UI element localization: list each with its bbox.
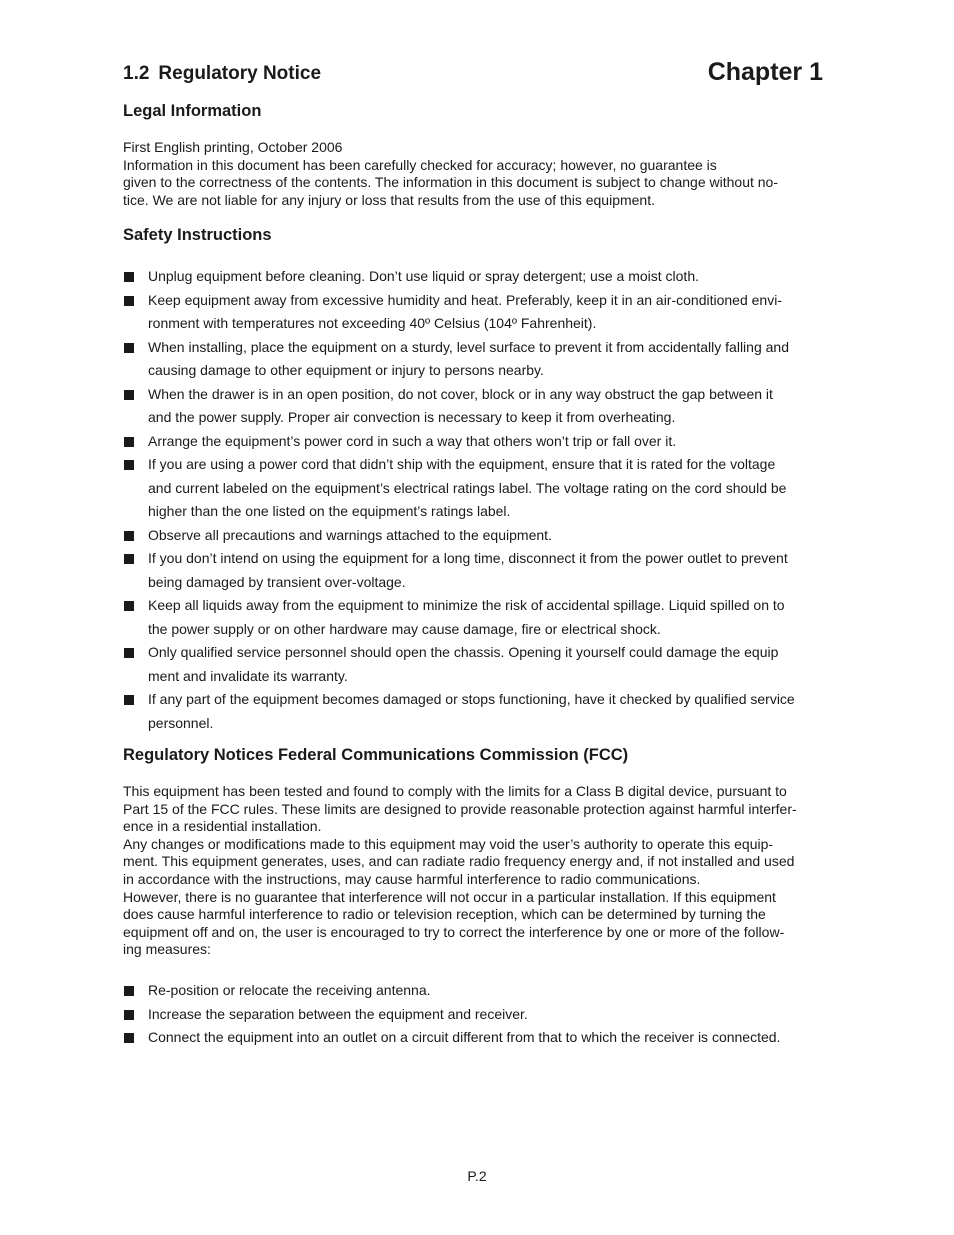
list-item xyxy=(123,1003,829,1027)
section-title xyxy=(123,63,321,85)
legal-line: Information in this document has been carefully checked for accuracy; however, no guarantee is xyxy=(123,156,717,173)
list-item xyxy=(123,453,829,524)
square-bullet-icon xyxy=(124,986,134,996)
chapter-label: Chapter 1 xyxy=(707,58,823,86)
fcc-line: However, there is no guarantee that interference will not occur in a particular installation. If this equipment xyxy=(123,888,776,905)
list-item-line: Observe all precautions and warnings attached to the equipment. xyxy=(148,526,552,543)
square-bullet-icon xyxy=(124,437,134,447)
list-item-line: Re-position or relocate the receiving antenna. xyxy=(148,982,431,998)
list-item xyxy=(123,289,829,336)
square-bullet-icon xyxy=(124,272,134,282)
fcc-line: ing measures: xyxy=(123,941,211,958)
legal-line: First English printing, October 2006 xyxy=(123,139,343,155)
fcc-line: Any changes or modifications made to this equipment may void the user’s authority to operate this equip- xyxy=(123,835,774,852)
square-bullet-icon xyxy=(124,1010,134,1020)
list-item xyxy=(123,1026,829,1050)
legal-line: given to the correctness of the contents. The information in this document is subject to change without no- xyxy=(123,174,778,191)
square-bullet-icon xyxy=(124,296,134,306)
list-item-line: Arrange the equipment’s power cord in such a way that others won’t trip or fall over it. xyxy=(148,432,677,449)
safety-heading: Safety Instructions xyxy=(123,226,272,244)
list-item xyxy=(123,383,829,430)
list-item-line: Keep equipment away from excessive humidity and heat. Preferably, keep it in an air-conditioned envi- xyxy=(148,291,782,308)
square-bullet-icon xyxy=(124,554,134,564)
page-header xyxy=(123,58,829,90)
list-item-line: causing damage to other equipment or injury to persons nearby. xyxy=(148,362,544,378)
list-item-line: personnel. xyxy=(148,714,214,731)
safety-list xyxy=(123,265,829,735)
list-item-line: If you are using a power cord that didn’t ship with the equipment, ensure that it is rated for the voltage xyxy=(148,456,776,472)
fcc-line: ment. This equipment generates, uses, and can radiate radio frequency energy and, if not installed and used xyxy=(123,853,795,870)
square-bullet-icon xyxy=(124,531,134,541)
list-item-line: ment and invalidate its warranty. xyxy=(148,667,348,684)
list-item xyxy=(123,265,829,289)
legal-line: tice. We are not liable for any injury or loss that results from the use of this equipment. xyxy=(123,191,655,208)
list-item xyxy=(123,547,829,594)
list-item xyxy=(123,641,829,688)
list-item xyxy=(123,594,829,641)
list-item-line: ronment with temperatures not exceeding 40º Celsius (104º Fahrenheit). xyxy=(148,315,597,331)
fcc-text xyxy=(123,783,829,959)
fcc-line: Part 15 of the FCC rules. These limits are designed to provide reasonable protection against harmful interfer- xyxy=(123,800,797,817)
list-item xyxy=(123,524,829,548)
list-item xyxy=(123,688,829,735)
fcc-line: ence in a residential installation. xyxy=(123,818,322,835)
list-item-line: the power supply or on other hardware may cause damage, fire or electrical shock. xyxy=(148,620,661,637)
legal-heading: Legal Information xyxy=(123,102,262,120)
list-item-line: Only qualified service personnel should open the chassis. Opening it yourself could damage the equip xyxy=(148,644,779,660)
fcc-measures-list xyxy=(123,979,829,1050)
list-item xyxy=(123,979,829,1003)
legal-text xyxy=(123,139,829,209)
list-item-line: and current labeled on the equipment’s electrical ratings label. The voltage rating on the cord should be xyxy=(148,479,787,496)
section-number: 1.2 xyxy=(123,63,150,84)
square-bullet-icon xyxy=(124,648,134,658)
list-item-line: Keep all liquids away from the equipment to minimize the risk of accidental spillage. Liquid spilled on to xyxy=(148,597,785,613)
list-item-line: When installing, place the equipment on a sturdy, level surface to prevent it from accidentally falling and xyxy=(148,338,789,355)
list-item-line: Increase the separation between the equipment and receiver. xyxy=(148,1005,528,1022)
square-bullet-icon xyxy=(124,343,134,353)
list-item-line: and the power supply. Proper air convection is necessary to keep it from overheating. xyxy=(148,409,676,425)
square-bullet-icon xyxy=(124,460,134,470)
fcc-line: does cause harmful interference to radio or television reception, which can be determined by turning the xyxy=(123,906,766,923)
square-bullet-icon xyxy=(124,695,134,705)
square-bullet-icon xyxy=(124,1033,134,1043)
list-item-line: Connect the equipment into an outlet on a circuit different from that to which the receiver is connected. xyxy=(148,1029,781,1045)
page-number: P.2 xyxy=(467,1168,487,1184)
fcc-line: equipment off and on, the user is encouraged to try to correct the interference by one or more of the follow- xyxy=(123,923,785,940)
section-title-text: Regulatory Notice xyxy=(158,63,322,84)
list-item-line: Unplug equipment before cleaning. Don’t use liquid or spray detergent; use a moist cloth. xyxy=(148,268,699,284)
list-item-line: When the drawer is in an open position, do not cover, block or in any way obstruct the gap between it xyxy=(148,385,773,402)
fcc-heading: Regulatory Notices Federal Communications Commission (FCC) xyxy=(123,746,629,764)
list-item xyxy=(123,336,829,383)
square-bullet-icon xyxy=(124,601,134,611)
list-item-line: higher than the one listed on the equipment’s ratings label. xyxy=(148,503,511,519)
list-item-line: If any part of the equipment becomes damaged or stops functioning, have it checked by qualified service xyxy=(148,691,795,707)
fcc-line: This equipment has been tested and found to comply with the limits for a Class B digital device, pursuant to xyxy=(123,783,787,799)
fcc-line: in accordance with the instructions, may cause harmful interference to radio communications. xyxy=(123,870,701,887)
square-bullet-icon xyxy=(124,390,134,400)
list-item xyxy=(123,430,829,454)
list-item-line: If you don’t intend on using the equipment for a long time, disconnect it from the power outlet to prevent xyxy=(148,550,788,566)
list-item-line: being damaged by transient over-voltage. xyxy=(148,573,406,590)
